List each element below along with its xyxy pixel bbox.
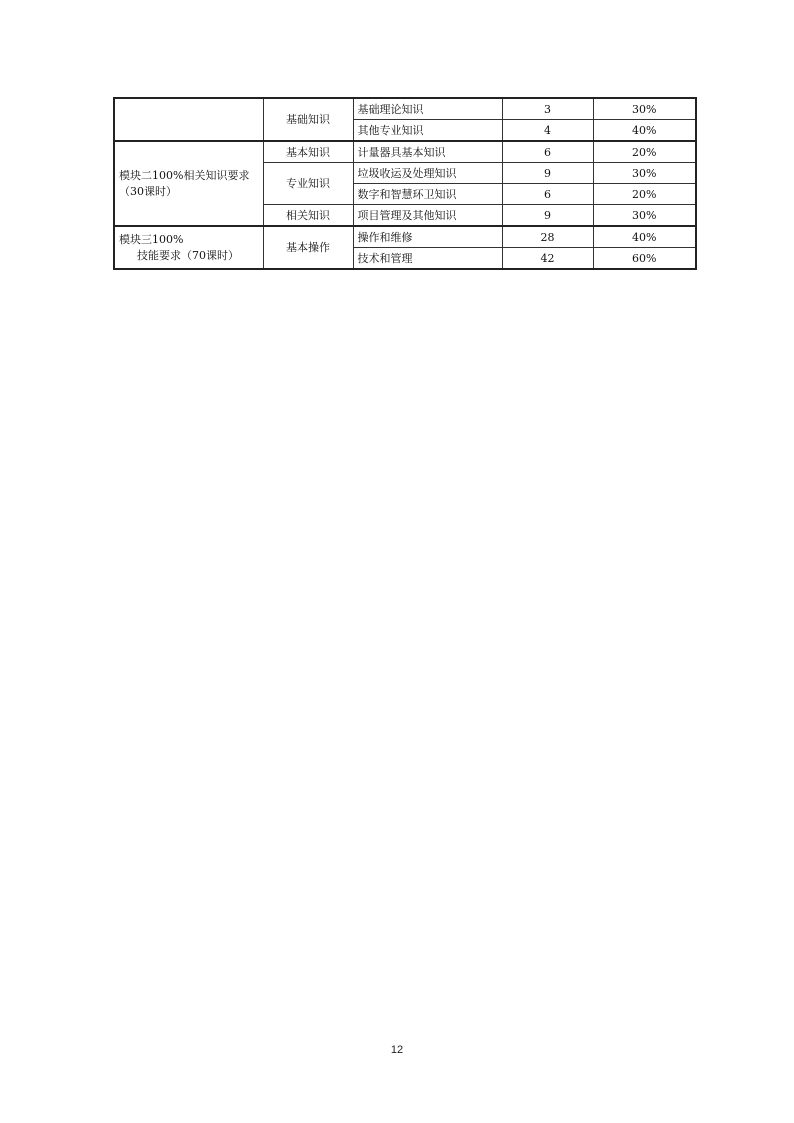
category-cell: 相关知识 (263, 205, 353, 227)
hours-cell: 9 (502, 163, 593, 184)
topic-cell: 计量器具基本知识 (353, 141, 502, 163)
module-cell (114, 98, 263, 141)
hours-cell: 4 (502, 120, 593, 142)
category-cell: 基础知识 (263, 98, 353, 141)
weight-cell: 30% (593, 163, 696, 184)
table-row (114, 141, 696, 163)
hours-cell: 3 (502, 98, 593, 120)
table-row (114, 226, 696, 248)
topic-cell: 操作和维修 (353, 226, 502, 248)
topic-cell: 垃圾收运及处理知识 (353, 163, 502, 184)
weight-cell: 20% (593, 184, 696, 205)
hours-cell: 28 (502, 226, 593, 248)
weight-cell: 30% (593, 98, 696, 120)
module-cell (114, 141, 263, 226)
weight-cell: 30% (593, 205, 696, 227)
weight-cell: 40% (593, 120, 696, 142)
module-title: 模块二100%相关知识要求 (119, 168, 250, 182)
topic-cell: 技术和管理 (353, 248, 502, 270)
page-number: 12 (390, 1044, 404, 1056)
topic-cell: 数字和智慧环卫知识 (353, 184, 502, 205)
hours-cell: 6 (502, 141, 593, 163)
topic-cell: 基础理论知识 (353, 98, 502, 120)
topic-cell: 其他专业知识 (353, 120, 502, 142)
hours-cell: 42 (502, 248, 593, 270)
category-cell: 基本知识 (263, 141, 353, 163)
module-hours: 技能要求（70课时） (137, 248, 239, 262)
hours-cell: 6 (502, 184, 593, 205)
curriculum-table (113, 97, 697, 270)
weight-cell: 40% (593, 226, 696, 248)
category-cell: 基本操作 (263, 226, 353, 269)
topic-cell: 项目管理及其他知识 (353, 205, 502, 227)
weight-cell: 60% (593, 248, 696, 270)
category-cell: 专业知识 (263, 163, 353, 205)
module-hours: （30课时） (119, 184, 177, 198)
module-cell (114, 226, 263, 269)
module-title: 模块三100% (119, 232, 184, 246)
hours-cell: 9 (502, 205, 593, 227)
table-row (114, 98, 696, 120)
weight-cell: 20% (593, 141, 696, 163)
